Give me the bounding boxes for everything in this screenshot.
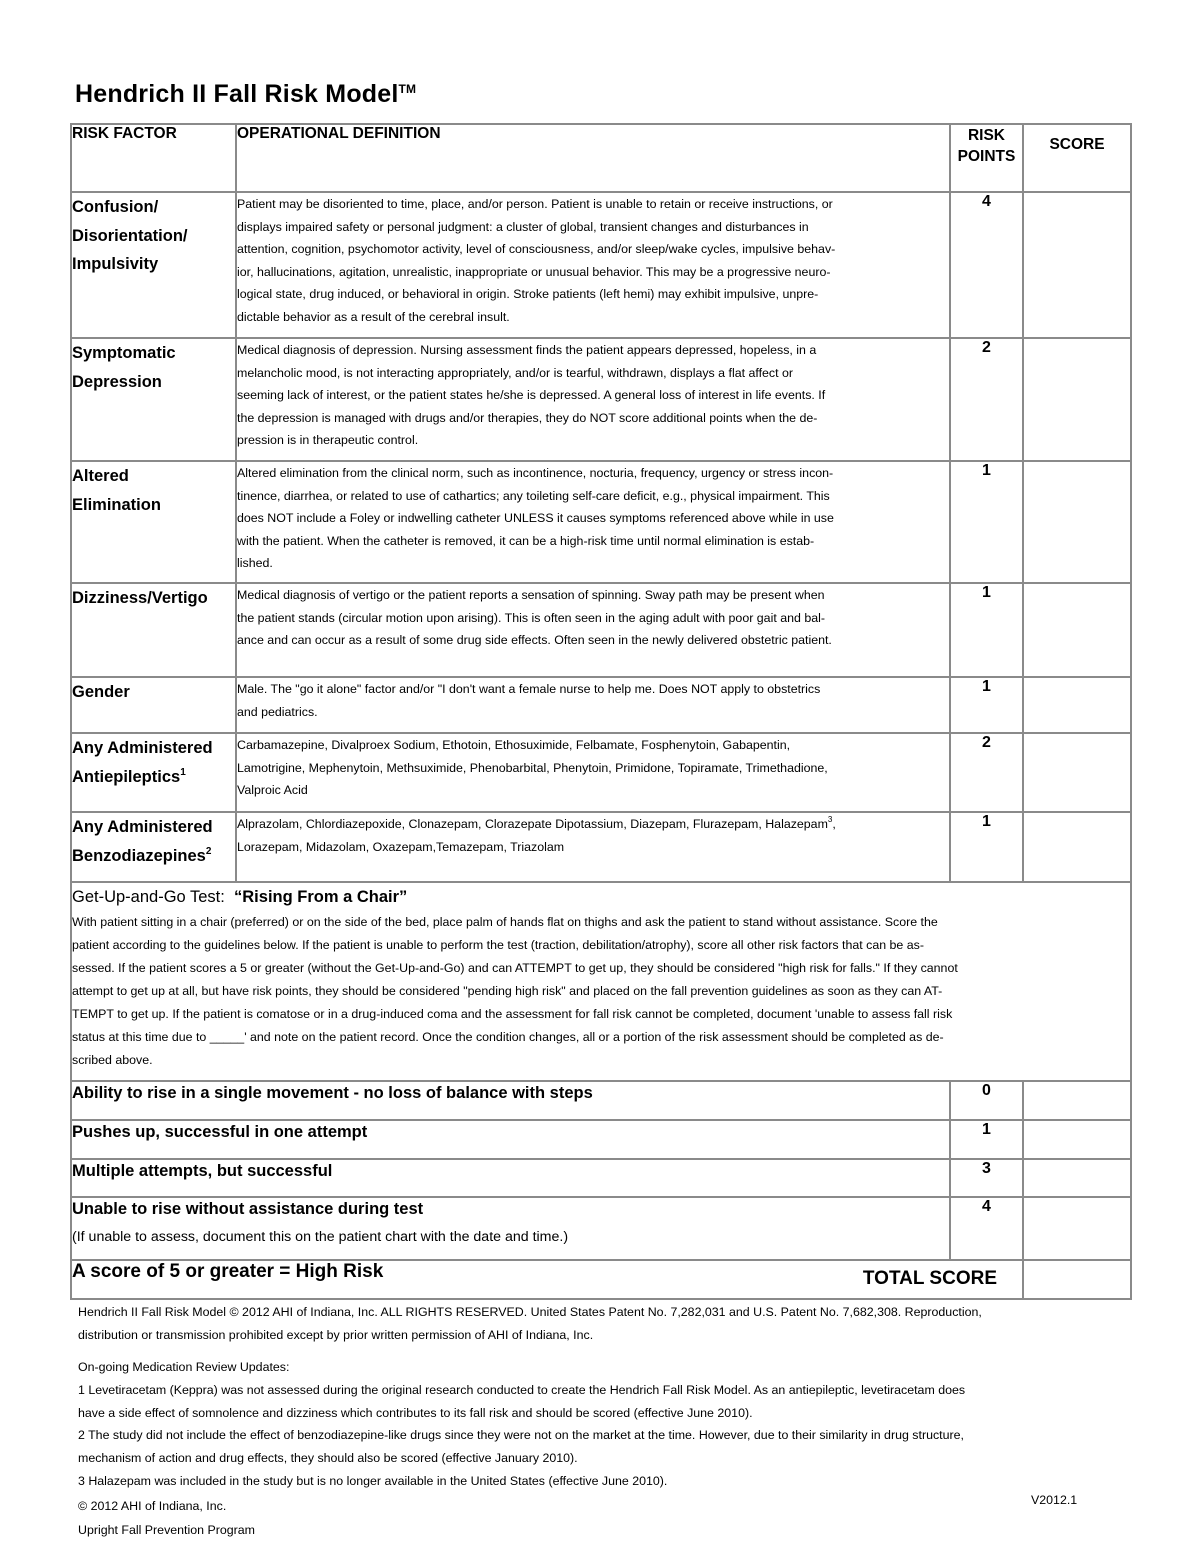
factor-row-antiepileptics: [71, 733, 1131, 812]
rise-option-points: 3: [950, 1159, 1023, 1197]
risk-points-value: 2: [950, 338, 1023, 461]
risk-factor-definition: Medical diagnosis of vertigo or the patient reports a sensation of spinning. Sway path may be present when the patient stands (circular motion upon arising). This is often seen in the aging adult with poor gait and bal- ance and can occur as a result of some drug side effects. Often seen in the newly delivered obstetric patient.: [236, 583, 950, 677]
factor-row-gender: [71, 677, 1131, 733]
risk-factor-definition: Carbamazepine, Divalproex Sodium, Ethotoin, Ethosuximide, Felbamate, Fosphenytoin, Gabapentin, Lamotrigine, Mephenytoin, Methsuximide, Phenobarbital, Phenytoin, Primidone, Topiramate, Trimethadione, Valproic Acid: [236, 733, 950, 812]
score-cell[interactable]: [1023, 583, 1131, 677]
total-label-cell: [71, 1260, 1023, 1299]
factor-row-dizziness: [71, 583, 1131, 677]
header-operational-definition: OPERATIONAL DEFINITION: [236, 124, 950, 192]
header-risk-points: RISK POINTS: [950, 124, 1023, 192]
rise-option-row: [71, 1120, 1131, 1159]
risk-factor-name: Gender: [71, 677, 236, 733]
score-cell[interactable]: [1023, 1120, 1131, 1159]
factor-row-benzodiazepines: [71, 812, 1131, 882]
get-up-and-go-heading: Get-Up-and-Go Test: “Rising From a Chair”: [72, 888, 408, 906]
risk-factor-definition: Patient may be disoriented to time, place, and/or person. Patient is unable to retain or receive instructions, or displays impaired safety or personal judgment: a cluster of global, transient changes and disturbances in attention, cognition, psychomotor activity, level of consciousness, and/or sleep/wake cycles, impulsive behav- ior, hallucinations, agitation, unrealistic, inappropriate or unusual behavior. This may be a progressive neuro- logical state, drug induced, or behavioral in origin. Stroke patients (left hemi) may exhibit impulsive, unpre- dictable behavior as a result of the cerebral insult.: [236, 192, 950, 338]
risk-factor-definition: Alprazolam, Chlordiazepoxide, Clonazepam, Clorazepate Dipotassium, Diazepam, Flurazepam, Halazepam$^3$, Lorazepam, Midazolam, Oxazepam,Temazepam, Triazolam: [236, 812, 950, 882]
fall-risk-table: [70, 123, 1132, 1300]
risk-factor-name: Confusion/ Disorientation/ Impulsivity: [71, 192, 236, 338]
risk-factor-name: Dizziness/Vertigo: [71, 583, 236, 677]
high-risk-threshold: A score of 5 or greater = High Risk: [72, 1261, 384, 1282]
risk-points-value: 1: [950, 677, 1023, 733]
rise-option-row: [71, 1081, 1131, 1120]
page-title: Hendrich II Fall Risk Model™: [75, 80, 417, 108]
risk-factor-definition: Altered elimination from the clinical norm, such as incontinence, nocturia, frequency, urgency or stress incon- tinence, diarrhea, or related to use of cathartics; any toileting self-care deficit, e.g., physical impairment. This does NOT include a Foley or indwelling catheter UNLESS it causes symptoms referenced above while in use with the patient. When the catheter is removed, it can be a high-risk time until normal elimination is estab- lished.: [236, 461, 950, 583]
score-cell[interactable]: [1023, 338, 1131, 461]
get-up-and-go-row: [71, 882, 1131, 1081]
risk-factor-definition: Medical diagnosis of depression. Nursing assessment finds the patient appears depressed, hopeless, in a melancholic mood, is not interacting appropriately, and/or is tearful, withdrawn, displays a flat affect or seeming lack of interest, or the patient states he/she is depressed. A general loss of interest in life events. If the depression is managed with drugs and/or therapies, they do NOT score additional points when the de- pression is in therapeutic control.: [236, 338, 950, 461]
total-row: [71, 1260, 1131, 1299]
footer-copyright: © 2012 AHI of Indiana, Inc.: [78, 1499, 227, 1513]
risk-factor-name: Any Administered Antiepileptics$^1$: [71, 733, 236, 812]
score-cell[interactable]: [1023, 812, 1131, 882]
risk-points-value: 2: [950, 733, 1023, 812]
risk-points-value: 4: [950, 192, 1023, 338]
header-risk-factor: RISK FACTOR: [71, 124, 236, 192]
trademark-mark: TM: [398, 82, 417, 96]
rise-option-label: Multiple attempts, but successful: [71, 1159, 950, 1197]
header-score: SCORE: [1023, 124, 1131, 192]
risk-factor-name: Symptomatic Depression: [71, 338, 236, 461]
footnote-marker: 2: [205, 845, 212, 857]
rise-option-label: Pushes up, successful in one attempt: [71, 1120, 950, 1159]
get-up-and-go-section: [71, 882, 1131, 1081]
factor-row-confusion: [71, 192, 1131, 338]
rise-option-row: [71, 1159, 1131, 1197]
risk-points-value: 1: [950, 461, 1023, 583]
factor-row-depression: [71, 338, 1131, 461]
table-header-row: [71, 124, 1131, 192]
rise-option-points: 0: [950, 1081, 1023, 1120]
footer-program-name: Upright Fall Prevention Program: [78, 1523, 255, 1537]
risk-points-value: 1: [950, 812, 1023, 882]
medication-review-updates: On-going Medication Review Updates: 1 Levetiracetam (Keppra) was not assessed during the original research conducted to create the Hendrich Fall Risk Model. As an antiepileptic, levetiracetam does have a side effect of somnolence and dizziness which contributes to its fall risk and should be scored (effective June 2010). 2 The study did not include the effect of benzodiazepine-like drugs since they were not on the market at the time. However, due to their similarity in drug structure, mechanism of action and drug effects, they should also be scored (effective January 2010). 3 Halazepam was included in the study but is no longer available in the United States (effective June 2010).: [78, 1360, 966, 1488]
footnote-marker: 1: [180, 766, 186, 778]
copyright-notice: Hendrich II Fall Risk Model © 2012 AHI of Indiana, Inc. ALL RIGHTS RESERVED. United States Patent No. 7,282,031 and U.S. Patent No. 7,682,308. Reproduction, distribution or transmission prohibited except by prior written permission of AHI of Indiana, Inc.: [78, 1305, 982, 1342]
rise-option-label: Unable to rise without assistance during test (If unable to assess, document this on the patient chart with the date and time.): [71, 1197, 950, 1260]
rise-option-points: 1: [950, 1120, 1023, 1159]
score-cell[interactable]: [1023, 1081, 1131, 1120]
rise-option-row: [71, 1197, 1131, 1260]
score-cell[interactable]: [1023, 677, 1131, 733]
risk-factor-name: Any Administered Benzodiazepines$^2$: [71, 812, 236, 882]
factor-row-elimination: [71, 461, 1131, 583]
rise-option-label: Ability to rise in a single movement - no loss of balance with steps: [71, 1081, 950, 1120]
version-label: V2012.1: [1031, 1493, 1078, 1507]
score-cell[interactable]: [1023, 461, 1131, 583]
score-cell[interactable]: [1023, 1159, 1131, 1197]
get-up-and-go-instructions: With patient sitting in a chair (preferred) or on the side of the bed, place palm of hands flat on thighs and ask the patient to stand without assistance. Score the patient according to the guidelines below. If the patient is unable to perform the test (traction, debilitation/atrophy), score all other risk factors that can be as- sessed. If the patient scores a 5 or greater (without the Get-Up-and-Go) and can ATTEMPT to get up, they should be considered "high risk for falls." If they cannot attempt to get up at all, but have risk points, they should be considered "pending high risk" and placed on the fall prevention guidelines as soon as they can AT- TEMPT to get up. If the patient is comatose or in a drug-induced coma and the assessment for fall risk cannot be completed, document 'unable to assess fall risk status at this time due to _____' and note on the patient record. Once the condition changes, all or a portion of the risk assessment should be completed as de- scribed above.: [72, 915, 958, 1067]
total-score-label: TOTAL SCORE: [862, 1268, 997, 1289]
score-cell[interactable]: [1023, 1197, 1131, 1260]
footnote-marker: 3: [827, 815, 833, 824]
risk-factor-name: Altered Elimination: [71, 461, 236, 583]
rise-option-note: (If unable to assess, document this on the patient chart with the date and time.): [72, 1229, 569, 1245]
updates-heading: On-going Medication Review Updates:: [78, 1360, 290, 1374]
total-score-cell[interactable]: [1023, 1260, 1131, 1299]
score-cell[interactable]: [1023, 192, 1131, 338]
risk-factor-definition: Male. The "go it alone" factor and/or "I don't want a female nurse to help me. Does NOT apply to obstetrics and pediatrics.: [236, 677, 950, 733]
score-cell[interactable]: [1023, 733, 1131, 812]
risk-points-value: 1: [950, 583, 1023, 677]
rise-option-points: 4: [950, 1197, 1023, 1260]
